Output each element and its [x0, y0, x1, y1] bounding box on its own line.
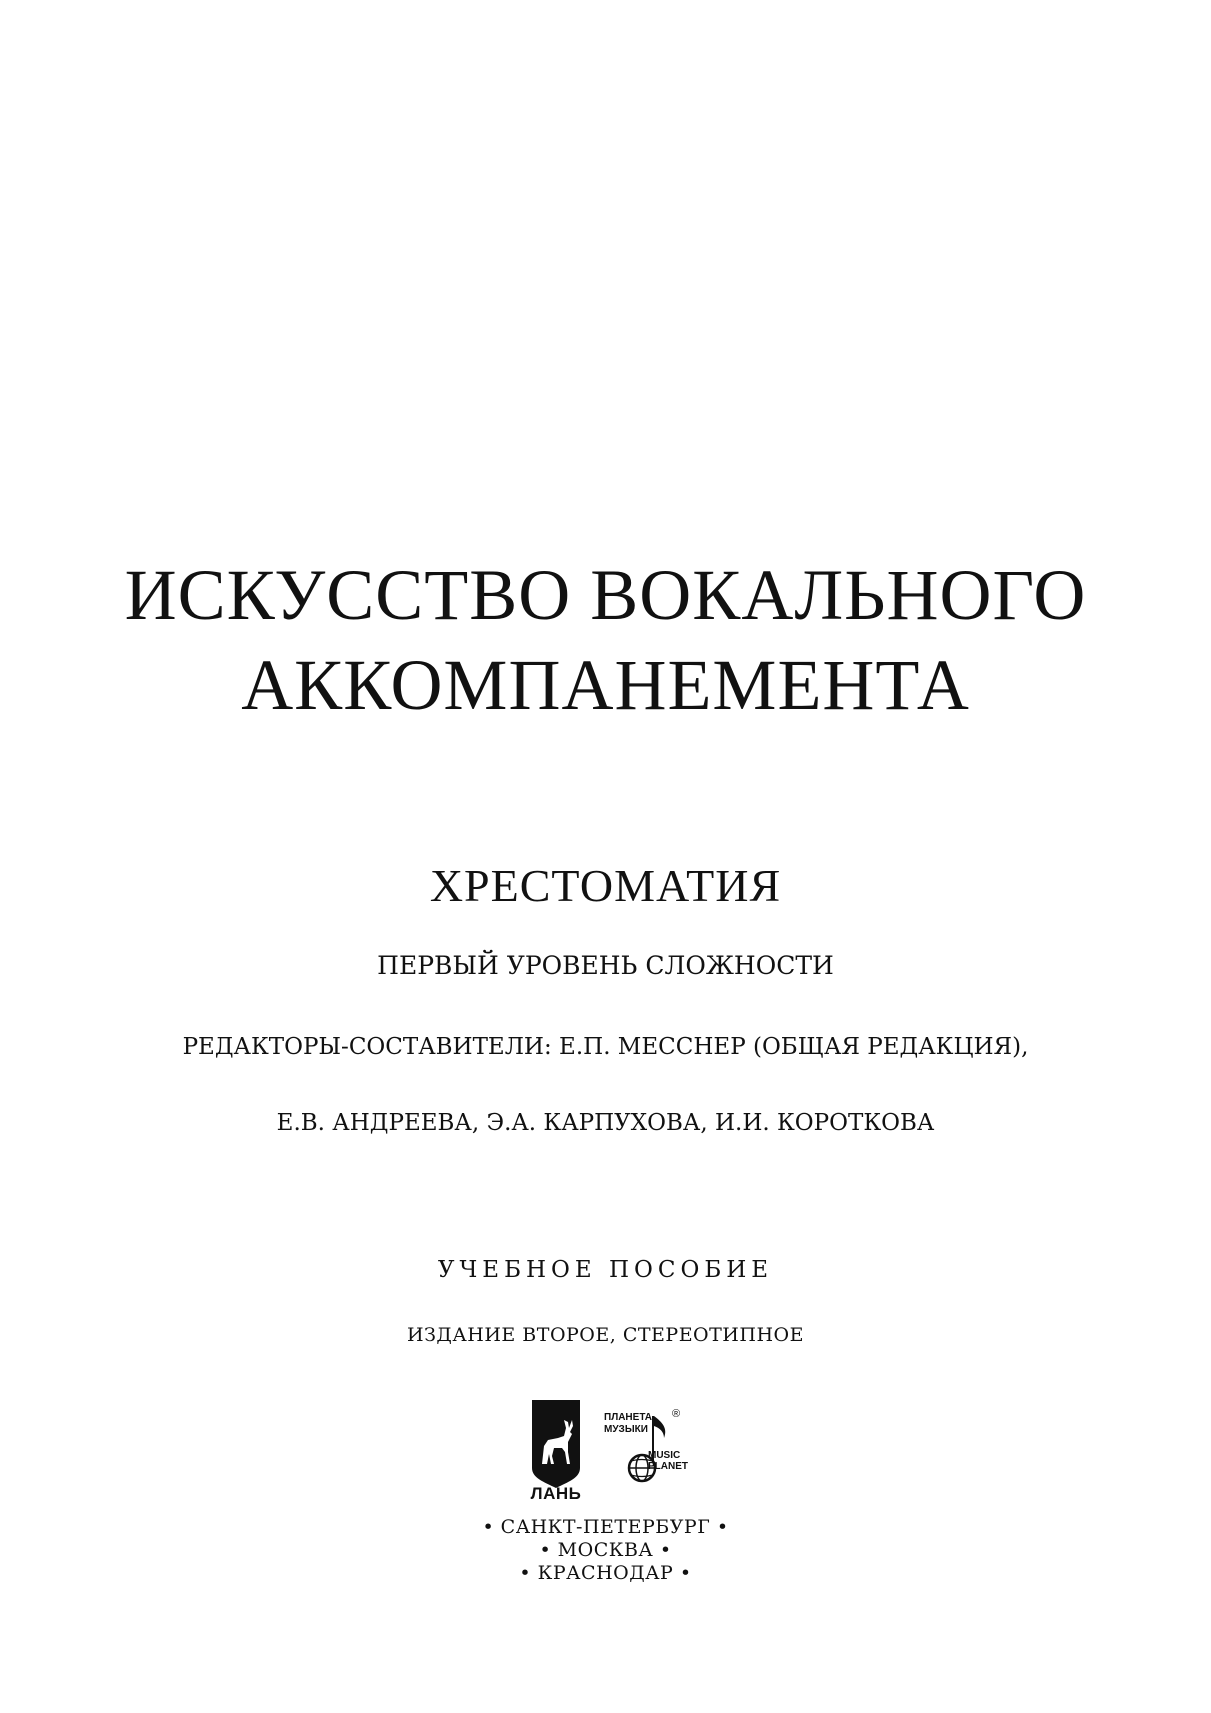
editors-line-1: РЕДАКТОРЫ-СОСТАВИТЕЛИ: Е.П. МЕССНЕР (ОБЩАЯ РЕДАКЦИЯ),: [182, 1034, 1029, 1060]
editors-line-2: Е.В. АНДРЕЕВА, Э.А. КАРПУХОВА, И.И. КОРОТКОВА: [276, 1110, 935, 1136]
registered-mark: ®: [672, 1408, 681, 1420]
music-planet-label: MUSIC PLANET: [648, 1450, 688, 1472]
planeta-muzyki-label: ПЛАНЕТА МУЗЫКИ: [604, 1412, 653, 1435]
publisher-cities: [0, 1516, 1211, 1585]
publication-kind: УЧЕБНОЕ ПОСОБИЕ: [437, 1257, 774, 1283]
publisher-logos: [0, 1398, 1211, 1508]
city-moscow: • МОСКВА •: [539, 1539, 672, 1561]
edition-note: ИЗДАНИЕ ВТОРОЕ, СТЕРЕОТИПНОЕ: [407, 1324, 804, 1346]
city-saint-petersburg: • САНКТ-ПЕТЕРБУРГ •: [482, 1516, 729, 1538]
city-krasnodar: • КРАСНОДАР •: [519, 1562, 692, 1584]
lan-name: ЛАНЬ: [530, 1484, 582, 1503]
book-subtitle: ХРЕСТОМАТИЯ: [429, 860, 782, 911]
difficulty-level: ПЕРВЫЙ УРОВЕНЬ СЛОЖНОСТИ: [377, 951, 834, 980]
book-title: [0, 550, 1211, 730]
book-title-line-1: ИСКУССТВО ВОКАЛЬНОГО: [124, 555, 1087, 635]
book-title-line-2: АККОМПАНЕМЕНТА: [241, 645, 970, 725]
